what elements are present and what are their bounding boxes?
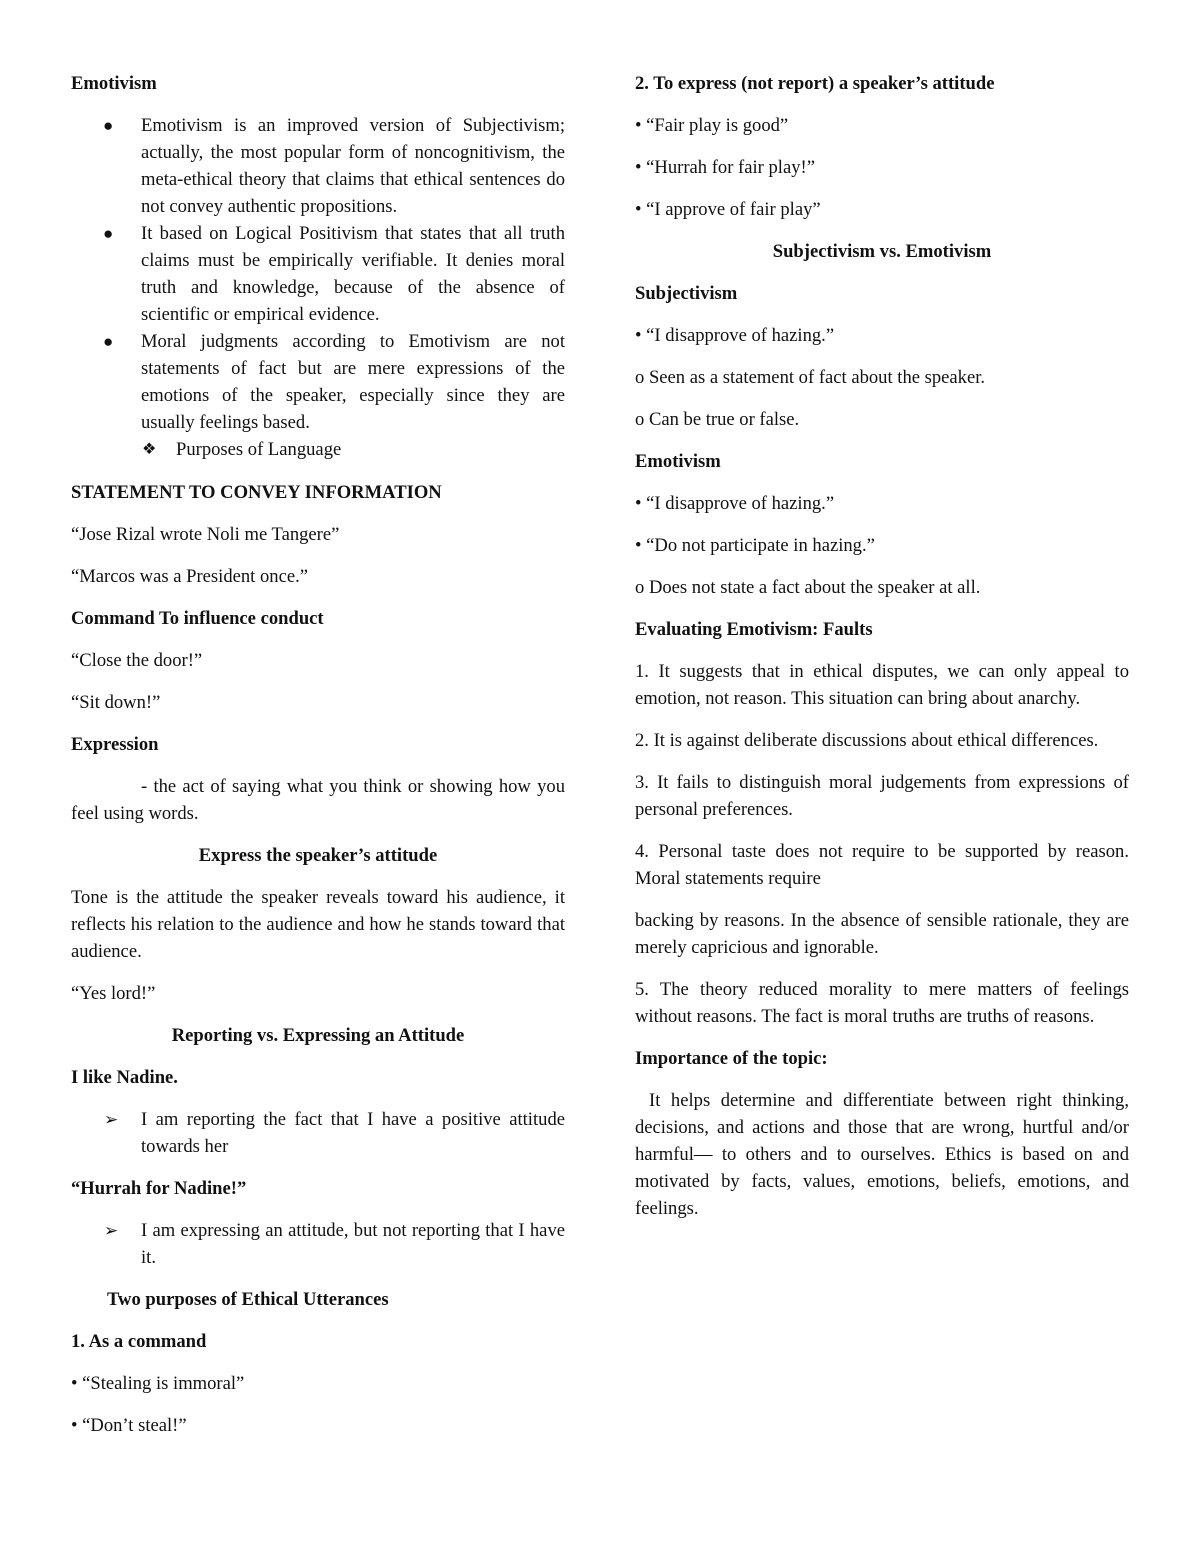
importance-paragraph: It helps determine and differentiate between right thinking, decisions, and actions and those that are wrong, hurtful and/or harmful— to others and to ourselves. Ethics is based on and motivated by facts, values, emotions, beliefs, emotions, and feelings. [635, 1090, 1129, 1219]
arrow-bullet-icon: ➢ [104, 1221, 119, 1240]
importance-heading: Importance of the topic: [635, 1048, 828, 1069]
as-command-example-2: • “Don’t steal!” [71, 1415, 187, 1436]
tone-example: “Yes lord!” [71, 983, 156, 1004]
statement-example-1: “Jose Rizal wrote Noli me Tangere” [71, 524, 340, 545]
fault-1: 1. It suggests that in ethical disputes, we can only appeal to emotion, not reason. This situation can bring about anarchy. [635, 661, 1129, 709]
subjectivism-note-2: o Can be true or false. [635, 409, 800, 430]
command-heading: Command To influence conduct [71, 608, 324, 629]
express-attitude-heading: Express the speaker’s attitude [198, 845, 438, 866]
arrow-bullet-icon: ➢ [104, 1110, 119, 1129]
list-item: ● Emotivism is an improved version of Subjectivism; actually, the most popular form of noncognitivism, the meta-ethical theory that claims that ethical sentences do not convey authentic propositions. [71, 112, 565, 220]
like-nadine-point: ➢ I am reporting the fact that I have a positive attitude towards her [71, 1106, 565, 1160]
fault-5: 5. The theory reduced morality to mere matters of feelings without reasons. The fact is moral truths are truths of reasons. [635, 979, 1129, 1027]
expression-heading: Expression [71, 734, 159, 755]
express-example-3: • “I approve of fair play” [635, 199, 821, 220]
command-example-2: “Sit down!” [71, 692, 161, 713]
emotivism-example-2: • “Do not participate in hazing.” [635, 535, 875, 556]
purposes-item: ❖ Purposes of Language [71, 436, 565, 463]
diamond-bullet-icon: ❖ [142, 441, 157, 458]
subjectivism-vs-emotivism-heading: Subjectivism vs. Emotivism [772, 241, 992, 262]
fault-4a: 4. Personal taste does not require to be supported by reason. Moral statements require [635, 841, 1129, 889]
statement-example-2: “Marcos was a President once.” [71, 566, 308, 587]
left-column [71, 70, 565, 1454]
express-purpose-heading: 2. To express (not report) a speaker’s attitude [635, 73, 995, 94]
fault-4b: backing by reasons. In the absence of sensible rationale, they are merely capricious and ignorable. [635, 910, 1129, 958]
subjectivism-heading: Subjectivism [635, 283, 738, 304]
expression-definition: - the act of saying what you think or showing how you feel using words. [71, 776, 565, 824]
fault-2: 2. It is against deliberate discussions about ethical differences. [635, 730, 1099, 751]
bullet-icon: ● [103, 116, 114, 135]
express-example-2: • “Hurrah for fair play!” [635, 157, 815, 178]
bullet-icon: ● [103, 224, 114, 243]
statement-heading: STATEMENT TO CONVEY INFORMATION [71, 482, 442, 503]
emotivism-bullet-list [71, 112, 565, 436]
emotivism-subheading: Emotivism [635, 451, 721, 472]
as-command-example-1: • “Stealing is immoral” [71, 1373, 245, 1394]
hurrah-nadine-point: ➢ I am expressing an attitude, but not reporting that I have it. [71, 1217, 565, 1271]
faults-heading: Evaluating Emotivism: Faults [635, 619, 873, 640]
subjectivism-example: • “I disapprove of hazing.” [635, 325, 835, 346]
right-column [635, 70, 1129, 1237]
hurrah-nadine: “Hurrah for Nadine!” [71, 1178, 247, 1199]
emotivism-heading: Emotivism [71, 73, 157, 94]
reporting-heading: Reporting vs. Expressing an Attitude [171, 1025, 465, 1046]
command-example-1: “Close the door!” [71, 650, 203, 671]
list-item: ● It based on Logical Positivism that states that all truth claims must be empirically verifiable. It denies moral truth and knowledge, because of the absence of scientific or empirical evidence. [71, 220, 565, 328]
as-command-heading: 1. As a command [71, 1331, 207, 1352]
emotivism-example-1: • “I disapprove of hazing.” [635, 493, 835, 514]
bullet-icon: ● [103, 332, 114, 351]
subjectivism-note-1: o Seen as a statement of fact about the speaker. [635, 367, 986, 388]
two-purposes-heading: Two purposes of Ethical Utterances [107, 1289, 389, 1310]
express-example-1: • “Fair play is good” [635, 115, 789, 136]
emotivism-note: o Does not state a fact about the speaker at all. [635, 577, 981, 598]
like-nadine: I like Nadine. [71, 1067, 178, 1088]
tone-paragraph: Tone is the attitude the speaker reveals toward his audience, it reflects his relation to the audience and how he stands toward that audience. [71, 887, 565, 962]
fault-3: 3. It fails to distinguish moral judgements from expressions of personal preferences. [635, 772, 1129, 820]
list-item: ● Moral judgments according to Emotivism are not statements of fact but are mere expressions of the emotions of the speaker, especially since they are usually feelings based. [71, 328, 565, 436]
